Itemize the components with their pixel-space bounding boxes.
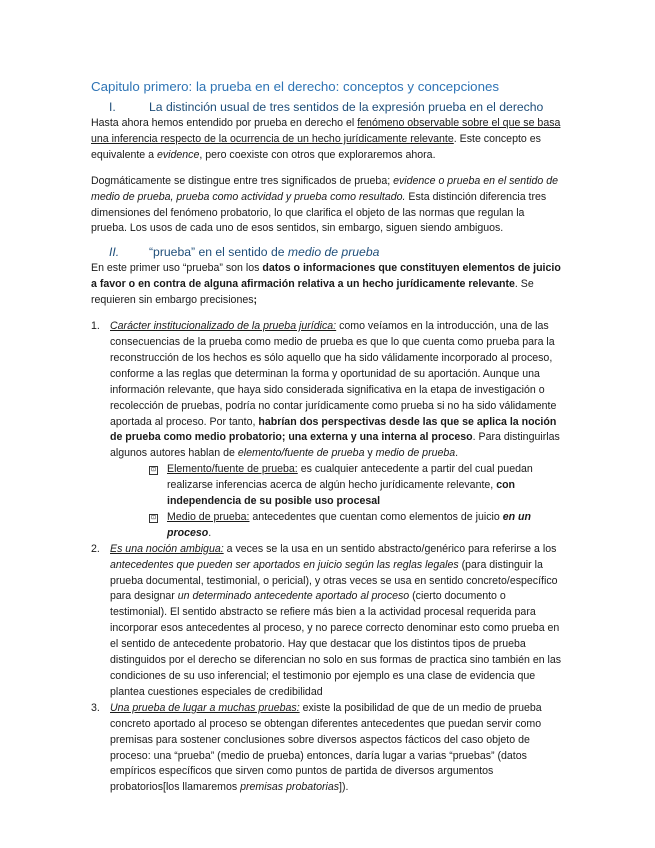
section-2-intro (91, 261, 563, 309)
text-run: . (208, 526, 212, 539)
italic-term: elemento/fuente de prueba (237, 447, 365, 460)
item-label: Es una noción ambigua: (110, 542, 224, 555)
italic-text: un determinado antecedente aportado al proceso (177, 590, 410, 603)
sub-item-label: Medio de prueba: (167, 510, 250, 523)
sub-list (110, 462, 563, 542)
item-label: Carácter institucionalizado de la prueba jurídica: (110, 320, 337, 333)
section-1-number: I. (109, 100, 116, 114)
italic-text: antecedentes que pueden ser aportados en juicio según las reglas legales (110, 558, 459, 571)
text-run: es cualquier antecedente a partir del cual puedan realizarse inferencias acerca de algún hecho jurídicamente relevante, (167, 463, 533, 492)
bold-text: habrían dos perspectivas desde las que se aplica la noción de prueba como medio probatorio; una externa y una interna al proceso (110, 415, 557, 444)
sub-list-item (110, 510, 563, 542)
text-run: como veíamos en la introducción, una de las consecuencias de la prueba como medio de prueba es que lo que cuenta como prueba para la reconstrucción de los hechos es sólo aquello que ha sido válidamente incorporado al proceso, conforme a las reglas que determinan la forma y oportunidad de su aportación. Aunque una información relevante, que haya sido considerada significativa en la etapa de investigación o recolección de pruebas, podría no contar jurídicamente como prueba si no ha sido válidamente aportada al proceso. Por tanto, (110, 320, 557, 428)
bold-italic-text: en un proceso (167, 510, 531, 539)
bold-text: con independencia de su posible uso procesal (167, 479, 516, 508)
section-2-title-italic: medio de prueba (287, 245, 380, 260)
underlined-definition: fenómeno observable sobre el que se basa una inferencia respecto de la ocurrencia de un hecho jurídicamente relevante (91, 117, 561, 145)
text-run: . Este concepto es equivalente a (91, 132, 541, 161)
section-1-paragraph-2 (91, 174, 563, 238)
text-run: , pero coexiste con otros que exploraremos ahora. (199, 148, 436, 161)
list-marker: 2. (91, 542, 100, 555)
italic-term: evidence (156, 148, 200, 161)
list-marker: 1. (91, 320, 100, 333)
numbered-list (91, 319, 563, 796)
italic-term: medio de prueba (375, 447, 456, 460)
italic-meanings: evidence o prueba en el sentido de medio de prueba, prueba como actividad y prueba como resultado. (91, 174, 559, 203)
section-2-number: II. (109, 245, 120, 260)
italic-term: premisas probatorias (240, 781, 340, 794)
section-2-title (149, 243, 379, 261)
text-run: Esta distinción diferencia tres dimensiones del fenómeno probatorio, lo que clarifica el objeto de las normas que regulan la prueba. Los usos de cada uno de esos sentidos, sin embargo, siguen siendo ambiguos. (91, 190, 547, 235)
text-run: antecedentes que cuentan como elementos de juicio (249, 510, 503, 523)
section-2-title-part: “prueba” en el sentido de (149, 245, 288, 260)
section-2-heading (91, 243, 563, 261)
text-run: y (364, 447, 376, 460)
checkbox-bullet-icon: ⊡ (150, 514, 157, 521)
text-run: En este primer uso “prueba” son los (91, 262, 263, 275)
text-run: . Para distinguirlas algunos autores hablan de (110, 431, 560, 460)
bold-definition: datos o informaciones que constituyen elementos de juicio a favor o en contra de alguna afirmación relativa a un hecho jurídicamente relevante (91, 262, 561, 291)
list-marker: 3. (91, 701, 100, 714)
list-item (91, 542, 563, 701)
section-1-paragraph-1 (91, 116, 563, 164)
text-run: existe la posibilidad de que de un medio de prueba concreto aportado al proceso se obtengan diferentes antecedentes que puedan servir como premisas para sostener conclusiones sobre diversos aspectos fácticos del caso objeto de proceso: una “prueba” (medio de prueba) entonces, daría lugar a varias “pruebas” (datos empíricos específicos que sirven como puntos de partida de diversos argumentos probatorios[los llamaremos (110, 701, 542, 794)
document-body (91, 78, 563, 796)
text-run: a veces se la usa en un sentido abstracto/genérico para referirse a los (223, 542, 557, 555)
section-1-title: La distinción usual de tres sentidos de la expresión prueba en el derecho (149, 100, 544, 114)
checkbox-bullet-icon: ⊡ (150, 467, 157, 474)
text-run: (cierto documento o testimonial). El sentido abstracto se refiere más bien a la actividad procesal requerida para incorporar esos antecedentes al proceso, y no parece correcto denominar esto como prueba en el sentido de antecedente probatorio. Hay que destacar que los distintos tipos de prueba distinguidos por el derecho se diferencian no solo en sus formas de practica sino también en las condiciones de su uso inferencial; el testimonio por ejemplo es una clase de evidencia que plantea cuestiones especiales de credibilidad (110, 590, 562, 698)
text-run: . Se requieren sin embargo precisiones (91, 278, 534, 307)
text-run: (para distinguir la prueba documental, testimonial, o pericial), y otras veces se usa en sentido concreto/específico para designar (110, 558, 558, 603)
list-item (91, 319, 563, 542)
text-run: ]). (339, 781, 349, 794)
text-run: Dogmáticamente se distingue entre tres significados de prueba; (91, 174, 394, 187)
text-run: . (455, 447, 459, 460)
list-item (91, 701, 563, 796)
sub-item-label: Elemento/fuente de prueba: (167, 463, 298, 476)
section-1-heading (91, 98, 563, 116)
text-run: ; (253, 294, 258, 307)
item-label: Una prueba de lugar a muchas pruebas: (110, 701, 300, 714)
text-run: Hasta ahora hemos entendido por prueba en derecho el (91, 117, 358, 129)
chapter-title: Capitulo primero: la prueba en el derecho: conceptos y concepciones (91, 79, 500, 94)
sub-list-item (110, 462, 563, 510)
